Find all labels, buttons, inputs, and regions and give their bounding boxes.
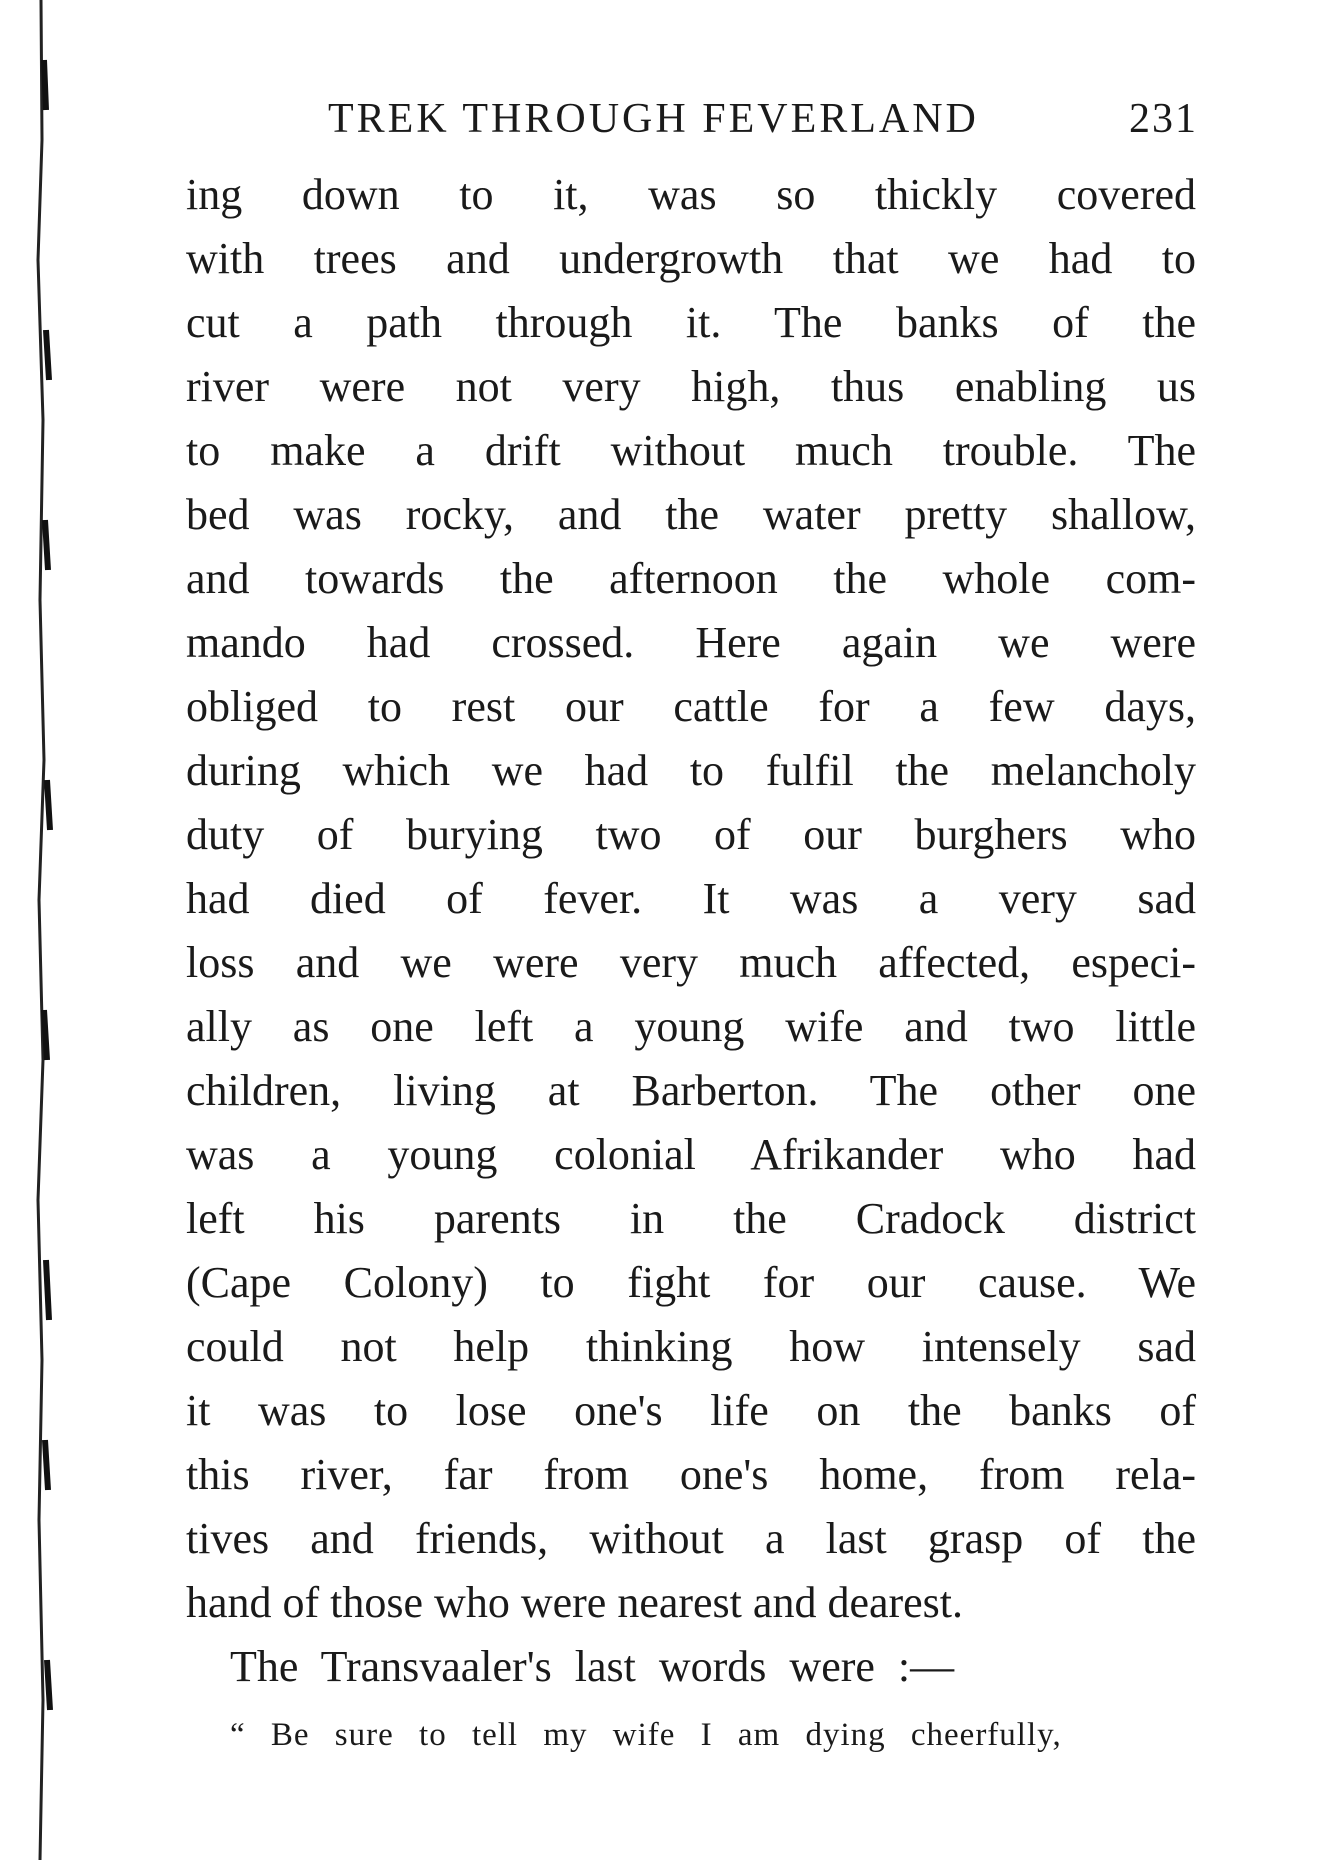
text-line: duty of burying two of our burghers who: [186, 810, 1196, 859]
text-line: children, living at Barberton. The other one: [186, 1066, 1196, 1115]
text-line: ing down to it, was so thickly covered: [186, 170, 1196, 219]
text-line: had died of fever. It was a very sad: [186, 874, 1196, 923]
text-line: river were not very high, thus enabling us: [186, 362, 1196, 411]
text-line: ally as one left a young wife and two little: [186, 1002, 1196, 1051]
text-line: to make a drift without much trouble. The: [186, 426, 1196, 475]
text-line: hand of those who were nearest and dearest.: [186, 1578, 964, 1627]
text-line: (Cape Colony) to fight for our cause. We: [186, 1258, 1196, 1307]
text-line: during which we had to fulfil the melancholy: [186, 746, 1196, 795]
text-line: loss and we were very much affected, especi-: [186, 938, 1196, 987]
binding-edge-shadow: [0, 0, 80, 1860]
running-head-title: TREK THROUGH FEVERLAND: [328, 96, 979, 142]
text-line: cut a path through it. The banks of the: [186, 298, 1196, 347]
quote-line: “ Be sure to tell my wife I am dying cheerfully,: [230, 1717, 1062, 1753]
body-text: [186, 163, 1196, 1767]
text-line: and towards the afternoon the whole com-: [186, 554, 1196, 603]
text-line: was a young colonial Afrikander who had: [186, 1130, 1196, 1179]
text-line: obliged to rest our cattle for a few days,: [186, 682, 1196, 731]
text-line: bed was rocky, and the water pretty shallow,: [186, 490, 1196, 539]
text-line: it was to lose one's life on the banks of: [186, 1386, 1196, 1435]
text-line: with trees and undergrowth that we had to: [186, 234, 1196, 283]
running-head: [328, 95, 1198, 155]
text-line: left his parents in the Cradock district: [186, 1194, 1196, 1243]
text-line: could not help thinking how intensely sad: [186, 1322, 1196, 1371]
text-line: mando had crossed. Here again we were: [186, 618, 1196, 667]
text-line: this river, far from one's home, from rela-: [186, 1450, 1196, 1499]
paragraph-line: The Transvaaler's last words were :—: [230, 1642, 955, 1691]
text-line: tives and friends, without a last grasp of the: [186, 1514, 1196, 1563]
page-number: 231: [1129, 96, 1198, 142]
